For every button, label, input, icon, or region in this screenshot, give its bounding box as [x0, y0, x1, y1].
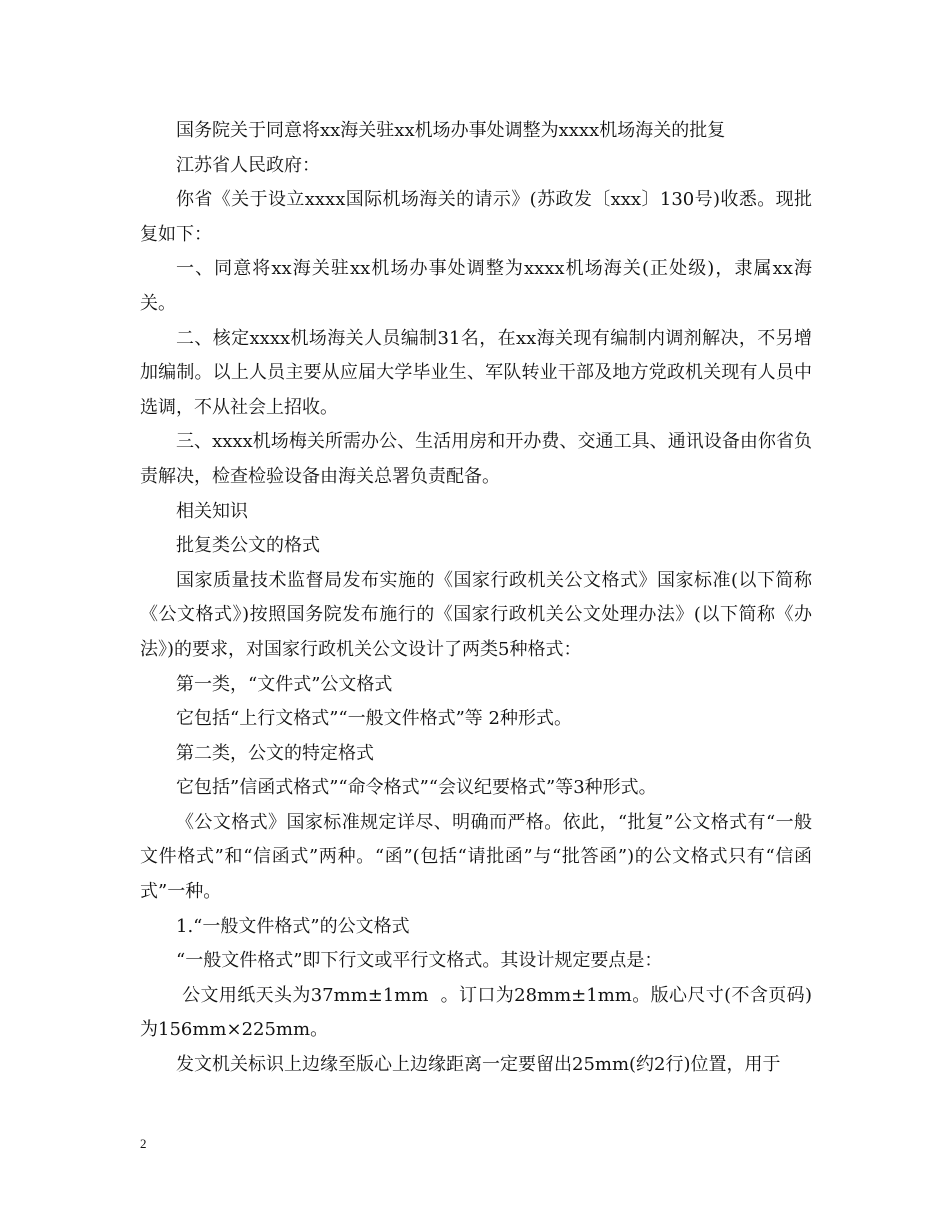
body-paragraph: 1.“一般文件格式”的公文格式 [176, 915, 410, 937]
body-paragraph: 它包括”信函式格式”“命令格式”“会议纪要格式”等3种形式。 [176, 777, 657, 799]
body-paragraph: 第一类，“文件式”公文格式 [176, 673, 393, 695]
page-number: 2 [140, 1136, 147, 1151]
body-paragraph: 国家质量技术监督局发布实施的《国家行政机关公文格式》国家标准(以下简称《公文格式》)按照国务院发布施行的《国家行政机关公文处理办法》(以下简称《办法》)的要求，对国家行政机关公文设计了两类5种格式： [140, 569, 812, 660]
section-heading: 批复类公文的格式 [176, 535, 320, 557]
body-paragraph: “一般文件格式”即下行文或平行文格式。其设计规定要点是： [176, 950, 663, 972]
body-paragraph: 三、xxxx机场梅关所需办公、生活用房和开办费、交通工具、通讯设备由你省负责解决，检查检验设备由海关总署负责配备。 [140, 431, 812, 487]
body-paragraph: 发文机关标识上边缘至版心上边缘距离一定要留出25mm(约2行)位置，用于 [176, 1054, 781, 1076]
body-paragraph: 公文用纸天头为37mm±1mm 。订口为28mm±1mm。版心尺寸(不含页码)为156mm×225mm。 [140, 984, 812, 1041]
document-body [140, 114, 812, 1083]
body-paragraph: 它包括“上行文格式”“一般文件格式”等 2种形式。 [176, 708, 572, 730]
section-heading: 相关知识 [176, 500, 248, 522]
document-title: 国务院关于同意将xx海关驻xx机场办事处调整为xxxx机场海关的批复 [176, 120, 726, 141]
addressee: 江苏省人民政府： [176, 154, 320, 176]
body-paragraph: 一、同意将xx海关驻xx机场办事处调整为xxxx机场海关(正处级)，隶属xx海关。 [140, 258, 812, 314]
body-paragraph: 二、核定xxxx机场海关人员编制31名，在xx海关现有编制内调剂解决，不另增加编制。以上人员主要从应届大学毕业生、军队转业干部及地方党政机关现有人员中选调，不从社会上招收。 [140, 327, 812, 418]
body-paragraph: 你省《关于设立xxxx国际机场海关的请示》(苏政发〔xxx〕130号)收悉。现批复如下： [140, 189, 812, 245]
body-paragraph: 《公文格式》国家标准规定详尽、明确而严格。依此，“批复”公文格式有“一般文件格式”和“信函式”两种。“函”(包括“请批函”与“批答函”)的公文格式只有“信函式”一种。 [140, 811, 812, 903]
body-paragraph: 第二类，公文的特定格式 [176, 742, 374, 764]
